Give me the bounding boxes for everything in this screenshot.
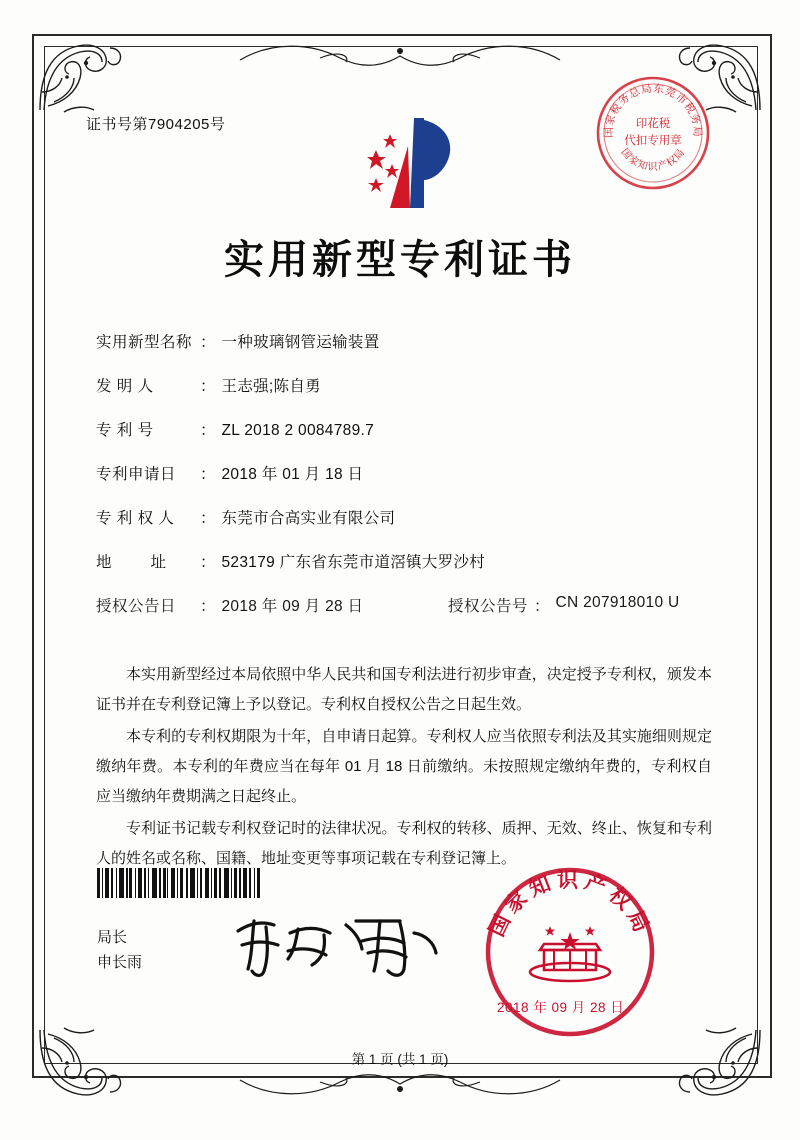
field-row	[96, 330, 710, 352]
field-label: 实用新型名称	[96, 334, 193, 351]
field-row-split	[96, 594, 710, 616]
field-value: 一种玻璃钢管运输装置	[221, 334, 380, 351]
field-value: CN 207918010 U	[555, 594, 680, 611]
field-label: 地 址	[96, 554, 167, 571]
field-colon: ：	[200, 510, 216, 527]
field-label: 专 利 权 人	[96, 510, 175, 527]
page-footer: 第 1 页 (共 1 页)	[351, 1052, 449, 1067]
field-row	[96, 550, 710, 572]
field-label: 授权公告日	[96, 598, 177, 615]
corner-ornament-icon	[34, 36, 130, 116]
field-label: 发 明 人	[96, 378, 154, 395]
field-value: 2018 年 01 月 18 日	[221, 466, 364, 483]
tax-stamp-seal	[592, 72, 714, 194]
field-colon: ：	[200, 554, 216, 571]
field-label: 授权公告号	[448, 598, 529, 615]
signature-block	[97, 925, 142, 975]
edge-ornament-icon	[200, 1072, 600, 1102]
edge-ornament-icon	[200, 38, 600, 68]
svg-text:国家税务总局东莞市税务局: 国家税务总局东莞市税务局	[602, 82, 704, 138]
legal-text-block	[96, 660, 712, 876]
cnipa-logo-icon	[352, 112, 462, 220]
svg-text:国家知识产权局: 国家知识产权局	[484, 868, 656, 941]
field-colon: ：	[200, 334, 216, 351]
certificate-number: 证书号第7904205号	[86, 116, 226, 133]
field-label: 专利申请日	[96, 466, 177, 483]
field-value: 523179 广东省东莞市道滘镇大罗沙村	[221, 554, 486, 571]
field-row	[96, 418, 710, 440]
svg-text:代扣专用章: 代扣专用章	[624, 133, 682, 147]
field-list	[96, 330, 710, 622]
barcode	[97, 868, 297, 898]
field-colon: ：	[534, 598, 550, 615]
paragraph: 专利证书记载专利权登记时的法律状况。专利权的转移、质押、无效、终止、恢复和专利人的姓名或名称、国籍、地址变更等事项记载在专利登记簿上。	[96, 820, 712, 867]
field-label: 专 利 号	[96, 422, 154, 439]
field-row	[96, 374, 710, 396]
field-colon: ：	[200, 598, 216, 615]
field-value: ZL 2018 2 0084789.7	[221, 422, 375, 439]
field-colon: ：	[200, 422, 216, 439]
paragraph: 本实用新型经过本局依照中华人民共和国专利法进行初步审查，决定授予专利权，颁发本证书并在专利登记簿上予以登记。专利权自授权公告之日起生效。	[96, 666, 712, 713]
seal-date: 2018 年 09 月 28 日	[497, 1000, 625, 1015]
handwritten-signature	[228, 905, 448, 985]
signature-role: 局长	[97, 929, 128, 946]
field-row	[96, 462, 710, 484]
paragraph: 本专利的专利权期限为十年，自申请日起算。专利权人应当依照专利法及其实施细则规定缴纳年费。本专利的年费应当在每年 01 月 18 日前缴纳。未按照规定缴纳年费的，专利权自应当缴纳年费期满之日起终止。	[96, 728, 712, 805]
field-value: 王志强;陈自勇	[221, 378, 321, 395]
field-value: 2018 年 09 月 28 日	[221, 598, 364, 615]
signature-name: 申长雨	[97, 954, 143, 971]
page-title: 实用新型专利证书	[224, 236, 576, 283]
svg-text:印花税: 印花税	[635, 116, 671, 130]
field-row	[96, 506, 710, 528]
svg-text:国家知识产权局: 国家知识产权局	[618, 146, 688, 173]
field-colon: ：	[200, 466, 216, 483]
field-colon: ：	[200, 378, 216, 395]
field-value: 东莞市合高实业有限公司	[221, 510, 396, 527]
